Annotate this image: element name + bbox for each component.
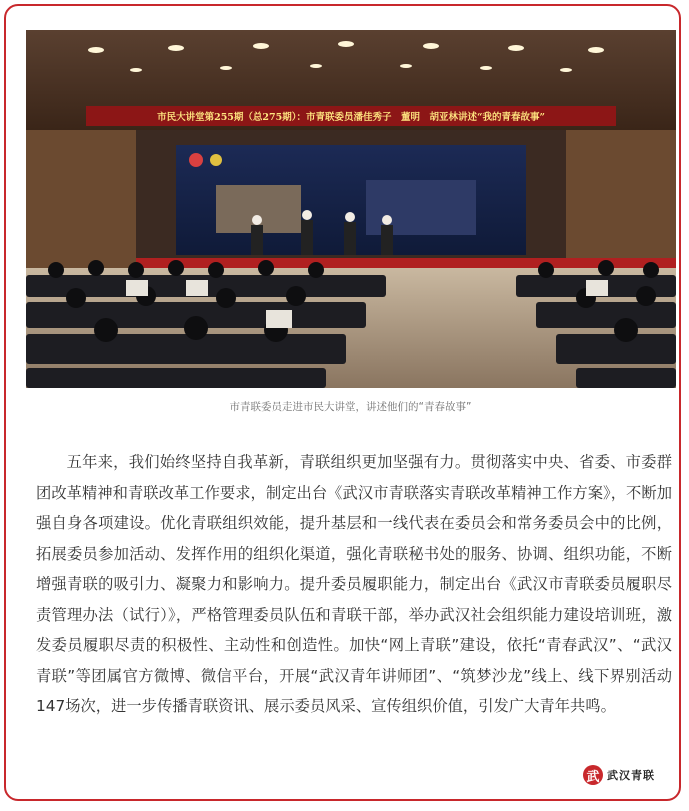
logo-mark-icon: 武 (583, 765, 603, 785)
event-photo (26, 30, 676, 388)
logo-text: 武汉青联 (607, 769, 655, 782)
article-card (4, 4, 681, 801)
photo-caption: 市青联委员走进市民大讲堂，讲述他们的“青春故事” (229, 401, 472, 413)
brand-logo (583, 765, 655, 785)
article-paragraph: 五年来，我们始终坚持自我革新，青联组织更加坚强有力。贯彻落实中央、省委、市委群团改革精神和青联改革工作要求，制定出台《武汉市青联落实青联改革精神工作方案》，不断加强自身各项建设。优化青联组织效能，提升基层和一线代表在委员会和常务委员会中的比例，拓展委员参加活动、发挥作用的组织化渠道，强化青联秘书处的服务、协调、组织功能，不断增强青联的吸引力、凝聚力和影响力。提升委员履职能力，制定出台《武汉市青联委员履职尽责管理办法（试行）》，严格管理委员队伍和青联干部，举办武汉社会组织能力建设培训班，激发委员履职尽责的积极性、主动性和创造性。加快“网上青联”建设，依托“青春武汉”、“武汉青联”等团属官方微博、微信平台，开展“武汉青年讲师团”、“筑梦沙龙”线上、线下界别活动147场次，进一步传播青联资讯、展示委员风采、宣传组织价值，引发广大青年共鸣。 (36, 453, 672, 715)
banner-text: 市民大讲堂第255期（总275期）：市青联委员潘佳秀子 董明 胡亚林讲述“我的青春故事” (157, 112, 545, 123)
